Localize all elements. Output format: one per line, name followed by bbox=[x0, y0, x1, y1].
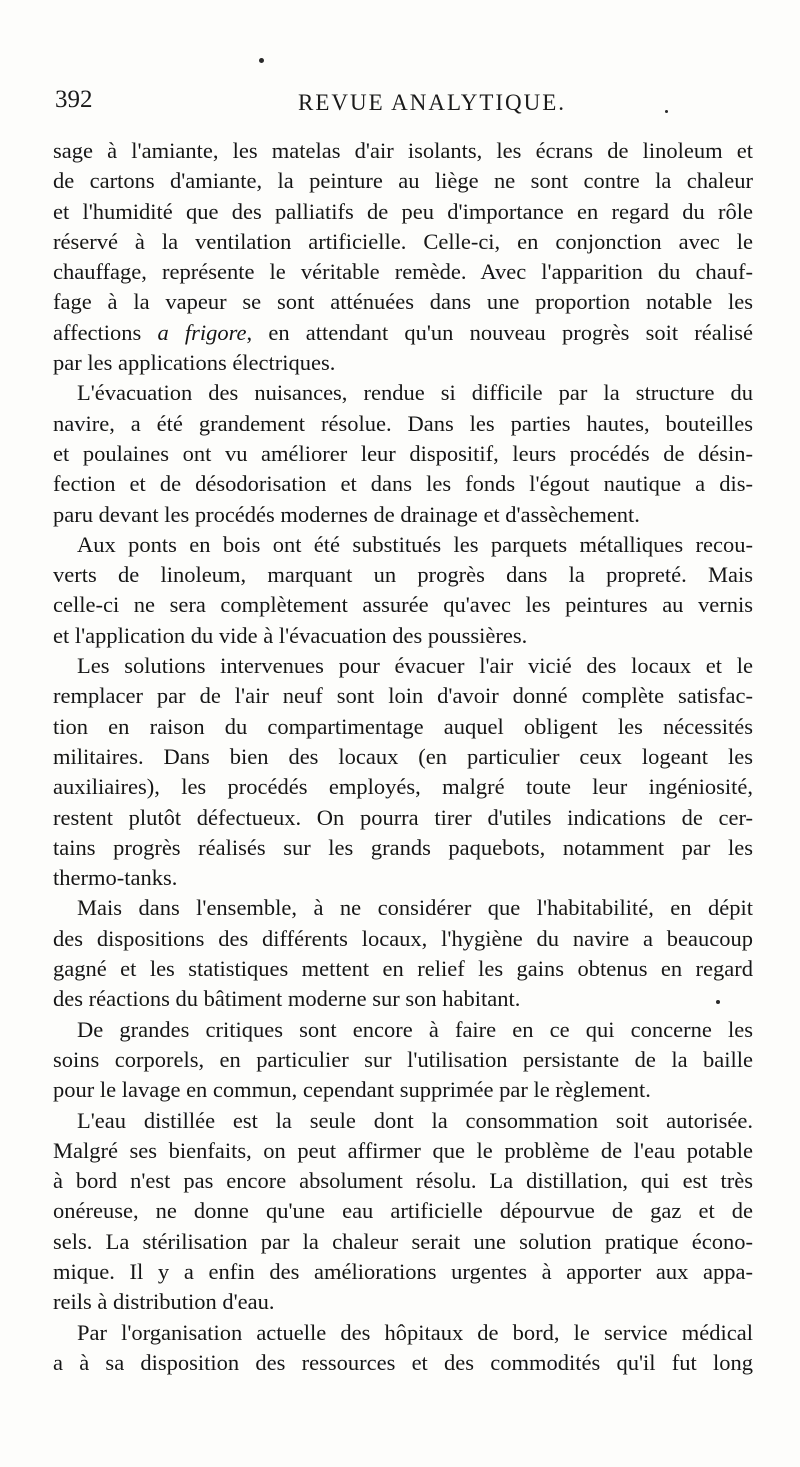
text-line: reils à distribution d'eau. bbox=[53, 1289, 275, 1315]
text-line: par les applications électriques. bbox=[53, 350, 336, 376]
text-line: a à sa disposition des ressources et des commodités qu'il fut long bbox=[53, 1349, 753, 1375]
text-line: sage à l'amiante, les matelas d'air isolants, les écrans de linoleum et bbox=[53, 138, 753, 163]
text-line: Les solutions intervenues pour évacuer l'air vicié des locaux et le bbox=[77, 653, 753, 679]
text-line: L'évacuation des nuisances, rendue si difficile par la structure du bbox=[77, 380, 753, 406]
text-line: auxiliaires), les procédés employés, malgré toute leur ingéniosité, bbox=[53, 774, 753, 800]
text-line: thermo-tanks. bbox=[53, 865, 178, 891]
text-line: Mais dans l'ensemble, à ne considérer que l'habitabilité, en dépit bbox=[77, 895, 753, 921]
text-line: Par l'organisation actuelle des hôpitaux de bord, le service médical bbox=[77, 1319, 753, 1345]
text-line: tion en raison du compartimentage auquel obligent les nécessités bbox=[53, 713, 753, 739]
text-line: tains progrès réalisés sur les grands paquebots, notamment par les bbox=[53, 834, 753, 860]
text-line: affections a frigore, en attendant qu'un nouveau progrès soit réalisé bbox=[53, 319, 753, 345]
text-line: des dispositions des différents locaux, l'hygiène du navire a beaucoup bbox=[53, 925, 753, 951]
text-line: Aux ponts en bois ont été substitués les parquets métalliques recou- bbox=[77, 531, 753, 557]
text-line: L'eau distillée est la seule dont la consommation soit autorisée. bbox=[77, 1107, 753, 1133]
text-line: De grandes critiques sont encore à faire en ce qui concerne les bbox=[77, 1016, 753, 1042]
text-line: onéreuse, ne donne qu'une eau artificielle dépourvue de gaz et de bbox=[53, 1198, 753, 1224]
text-line: remplacer par de l'air neuf sont loin d'avoir donné complète satisfac- bbox=[53, 683, 753, 709]
text-line: gagné et les statistiques mettent en relief les gains obtenus en regard bbox=[53, 956, 753, 982]
text-line: soins corporels, en particulier sur l'utilisation persistante de la baille bbox=[53, 1046, 753, 1072]
text-line: chauffage, représente le véritable remède. Avec l'apparition du chauf- bbox=[53, 259, 753, 285]
text-line: fage à la vapeur se sont atténuées dans une proportion notable les bbox=[53, 289, 753, 315]
ink-speck bbox=[665, 110, 668, 113]
text-line: celle-ci ne sera complètement assurée qu'avec les peintures au vernis bbox=[53, 592, 753, 618]
text-line: réservé à la ventilation artificielle. Celle-ci, en conjonction avec le bbox=[53, 228, 753, 254]
text-line: à bord n'est pas encore absolument résolu. La distillation, qui est très bbox=[53, 1168, 753, 1194]
text-line: mique. Il y a enfin des améliorations urgentes à apporter aux appa- bbox=[53, 1258, 753, 1284]
body-text bbox=[53, 136, 753, 1378]
running-head: REVUE ANALYTIQUE. bbox=[298, 90, 567, 115]
latin-phrase: a frigore bbox=[157, 319, 247, 345]
text-line: militaires. Dans bien des locaux (en particulier ceux logeant les bbox=[53, 743, 753, 769]
text-line: verts de linoleum, marquant un progrès dans la propreté. Mais bbox=[53, 562, 753, 588]
text-line: Malgré ses bienfaits, on peut affirmer que le problème de l'eau potable bbox=[53, 1137, 753, 1163]
page-number: 392 bbox=[55, 86, 93, 113]
text-line: navire, a été grandement résolue. Dans les parties hautes, bouteilles bbox=[53, 410, 753, 436]
text-line: des réactions du bâtiment moderne sur son habitant. bbox=[53, 986, 521, 1012]
ink-speck bbox=[259, 58, 264, 63]
text-line: et poulaines ont vu améliorer leur dispositif, leurs procédés de désin- bbox=[53, 440, 753, 466]
text-line: paru devant les procédés modernes de drainage et d'assèchement. bbox=[53, 501, 640, 527]
text-line: et l'humidité que des palliatifs de peu d'importance en regard du rôle bbox=[53, 198, 753, 224]
text-line: restent plutôt défectueux. On pourra tirer d'utiles indications de cer- bbox=[53, 804, 753, 830]
text-line: pour le lavage en commun, cependant supprimée par le règlement. bbox=[53, 1077, 651, 1103]
text-line: de cartons d'amiante, la peinture au liège ne sont contre la chaleur bbox=[53, 168, 753, 194]
text-line: et l'application du vide à l'évacuation des poussières. bbox=[53, 622, 528, 648]
text-line: sels. La stérilisation par la chaleur serait une solution pratique écono- bbox=[53, 1228, 753, 1254]
text-line: fection et de désodorisation et dans les fonds l'égout nautique a dis- bbox=[53, 471, 753, 497]
